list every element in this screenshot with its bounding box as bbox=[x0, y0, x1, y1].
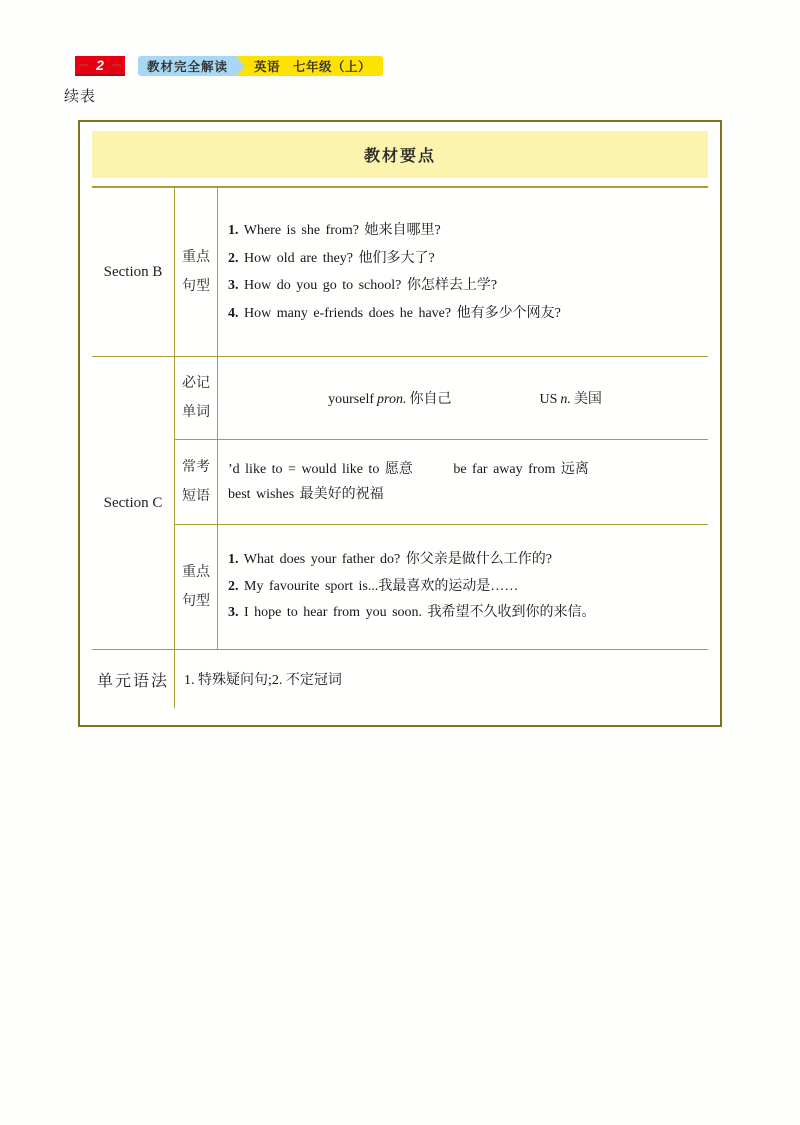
phrase: be far away from 远离 bbox=[453, 462, 589, 477]
sentence-line: 1. What does your father do? 你父亲是做什么工作的? bbox=[228, 552, 552, 568]
sublabel-line: 句型 bbox=[182, 279, 210, 294]
sublabel-line: 重点 bbox=[182, 565, 210, 580]
word-entry bbox=[328, 388, 451, 408]
page-header-strip bbox=[75, 56, 383, 76]
series-title-badge bbox=[138, 56, 237, 76]
part-of-speech: pron. bbox=[377, 392, 407, 407]
sublabel-line: 句型 bbox=[182, 594, 210, 609]
phrase: ’d like to = would like to 愿意 bbox=[228, 462, 413, 477]
section-c-label: Section C bbox=[92, 357, 175, 650]
sublabel-line: 短语 bbox=[182, 489, 210, 504]
page-number: 2 bbox=[96, 57, 104, 73]
sentence-line: 1. Where is she from? 她来自哪里? bbox=[228, 223, 441, 238]
section-c-phrases bbox=[218, 440, 708, 525]
table-title: 教材要点 bbox=[92, 131, 708, 178]
sentence-line: 4. How many e-friends does he have? 他有多少个网友? bbox=[228, 305, 561, 321]
word: yourself bbox=[328, 392, 375, 407]
sentence-line: 3. How do you go to school? 你怎样去上学? bbox=[228, 278, 498, 293]
part-of-speech: n. bbox=[560, 392, 571, 407]
sentence-line: 3. I hope to hear from you soon. 我希望不久收到你的来信。 bbox=[228, 605, 596, 621]
section-c-sentences-sublabel bbox=[175, 525, 218, 650]
phrase-line: best wishes 最美好的祝福 bbox=[228, 487, 384, 502]
key-points-table bbox=[78, 120, 722, 727]
sentence-line: 2. My favourite sport is...我最喜欢的运动是…… bbox=[228, 578, 519, 594]
word-meaning: 美国 bbox=[573, 392, 602, 407]
continued-table-label: 续表 bbox=[64, 89, 97, 105]
sublabel-line: 重点 bbox=[182, 250, 210, 265]
chevron-right-icon bbox=[237, 57, 245, 75]
subject-grade: 英语 七年级（上） bbox=[254, 60, 372, 74]
page-number-badge bbox=[75, 56, 125, 76]
sublabel-line: 常考 bbox=[182, 460, 210, 475]
word-entry bbox=[539, 388, 601, 408]
section-b-label: Section B bbox=[92, 188, 175, 357]
phrase-line bbox=[228, 457, 702, 482]
sublabel-line: 单词 bbox=[182, 405, 210, 420]
section-c-words-sublabel bbox=[175, 357, 218, 440]
section-c-sentences bbox=[218, 525, 708, 650]
section-b-sublabel bbox=[175, 188, 218, 357]
section-b-sentences bbox=[218, 188, 708, 357]
sublabel-line: 必记 bbox=[182, 376, 210, 391]
unit-grammar-label: 单元语法 bbox=[92, 650, 175, 708]
section-c-words bbox=[218, 357, 708, 440]
word-meaning: 你自己 bbox=[409, 392, 452, 407]
word: US bbox=[539, 392, 558, 407]
subject-grade-badge bbox=[237, 56, 383, 76]
section-c-phrases-sublabel bbox=[175, 440, 218, 525]
sentence-line: 2. How old are they? 他们多大了? bbox=[228, 250, 435, 266]
unit-grammar-content: 1. 特殊疑问句;2. 不定冠词 bbox=[184, 673, 342, 688]
table-grid bbox=[92, 186, 708, 708]
series-title: 教材完全解读 bbox=[146, 60, 228, 74]
